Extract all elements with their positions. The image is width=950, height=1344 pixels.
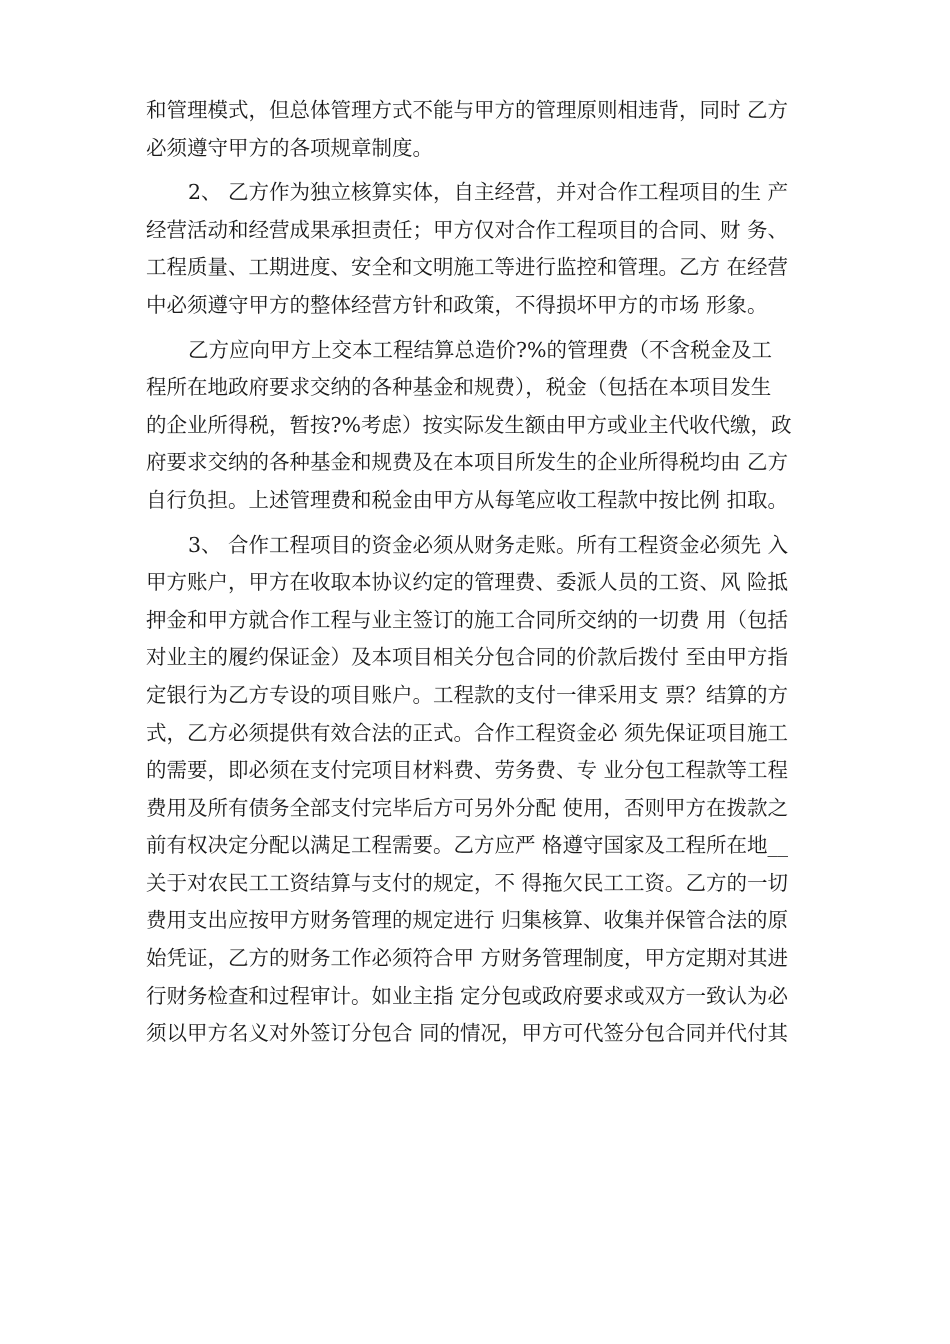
text-line: 的企业所得税，暂按?%考虑）按实际发生额由甲方或业主代收代缴，政	[146, 412, 792, 437]
text-line: 自行负担。上述管理费和税金由甲方从每笔应收工程款中按比例 扣取。	[146, 487, 789, 512]
text-line: 对业主的履约保证金）及本项目相关分包合同的价款后拨付 至由甲方指	[146, 645, 789, 670]
text-line: 前有权决定分配以满足工程需要。乙方应严 格遵守国家及工程所在地__	[146, 833, 789, 858]
paragraph	[146, 332, 826, 520]
paragraph	[146, 527, 826, 1053]
text-line: 3、 合作工程项目的资金必须从财务走账。所有工程资金必须先 入	[188, 532, 789, 557]
paragraph-gap	[146, 325, 826, 332]
text-line: 定银行为乙方专设的项目账户。工程款的支付一律采用支 票？结算的方	[146, 682, 789, 707]
text-line: 必须遵守甲方的各项规章制度。	[146, 135, 433, 160]
text-line: 乙方应向甲方上交本工程结算总造价?%的管理费（不含税金及工	[188, 337, 772, 362]
paragraph-gap	[146, 167, 826, 174]
paragraph	[146, 174, 826, 324]
text-line: 关于对农民工工资结算与支付的规定，不 得拖欠民工工资。乙方的一切	[146, 870, 789, 895]
text-line: 须以甲方名义对外签订分包合 同的情况，甲方可代签分包合同并代付其	[146, 1021, 789, 1046]
text-line: 府要求交纳的各种基金和规费及在本项目所发生的企业所得税均由 乙方	[146, 450, 789, 475]
text-line: 经营活动和经营成果承担责任；甲方仅对合作工程项目的合同、财 务、	[146, 217, 789, 242]
text-line: 和管理模式，但总体管理方式不能与甲方的管理原则相违背，同时 乙方	[146, 98, 789, 122]
text-line: 程所在地政府要求交纳的各种基金和规费），税金（包括在本项目发生	[146, 375, 772, 400]
text-line: 工程质量、工期进度、安全和文明施工等进行监控和管理。乙方 在经营	[146, 255, 789, 280]
text-line: 费用支出应按甲方财务管理的规定进行 归集核算、收集并保管合法的原	[146, 908, 789, 933]
text-line: 的需要，即必须在支付完项目材料费、劳务费、专 业分包工程款等工程	[146, 758, 789, 783]
text-line: 甲方账户，甲方在收取本协议约定的管理费、委派人员的工资、风 险抵	[146, 570, 789, 595]
text-line: 中必须遵守甲方的整体经营方针和政策，不得损坏甲方的市场 形象。	[146, 292, 768, 317]
text-line: 押金和甲方就合作工程与业主签订的施工合同所交纳的一切费 用（包括	[146, 607, 789, 632]
paragraph	[146, 92, 826, 167]
document-body	[146, 92, 826, 1053]
text-line: 式，乙方必须提供有效合法的正式。合作工程资金必 须先保证项目施工	[146, 720, 789, 745]
text-line: 始凭证，乙方的财务工作必须符合甲 方财务管理制度，甲方定期对其进	[146, 946, 789, 971]
text-line: 2、 乙方作为独立核算实体，自主经营，并对合作工程项目的生 产	[188, 180, 789, 205]
paragraph-gap	[146, 520, 826, 527]
text-line: 行财务检查和过程审计。如业主指 定分包或政府要求或双方一致认为必	[146, 983, 789, 1008]
text-line: 费用及所有债务全部支付完毕后方可另外分配 使用，否则甲方在拨款之	[146, 795, 789, 820]
